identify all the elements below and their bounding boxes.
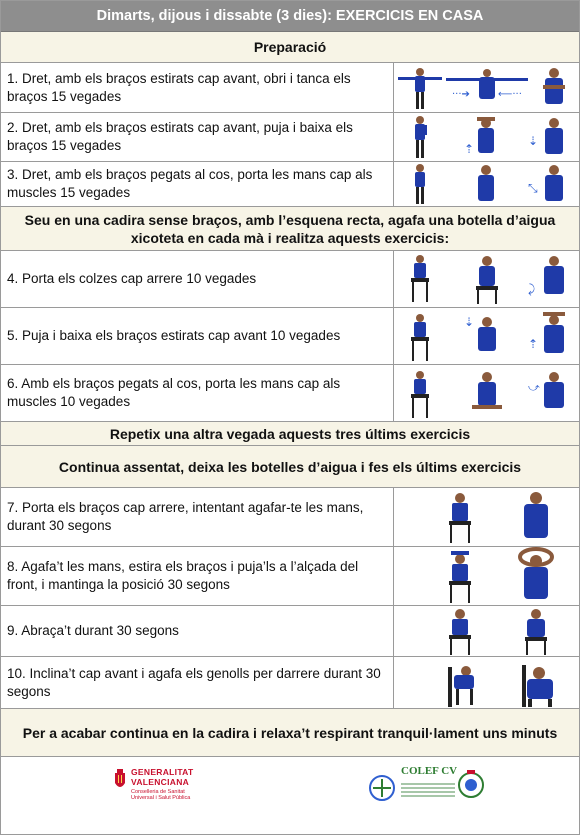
exercise-illustration-10: [394, 657, 579, 708]
svg-text:···➔: ···➔: [452, 89, 470, 100]
exercise-row-1: [1, 63, 579, 113]
person-icon: [394, 657, 579, 708]
person-icon: [394, 63, 579, 112]
exercise-row-2: [1, 113, 579, 162]
exercise-text-8: 8. Agafa’t les mans, estira els braços i puja’ls a l’alçada del front, i mantinga la posició 30 segons: [1, 547, 394, 605]
gv-name-line1: GENERALITAT: [131, 767, 194, 777]
gv-dept-line1: Conselleria de Sanitat: [131, 789, 185, 795]
exercise-text-2: 2. Dret, amb els braços estirats cap avant, puja i baixa els braços 15 vegades: [1, 113, 394, 161]
page-title: Dimarts, dijous i dissabte (3 dies): EXERCICIS EN CASA: [1, 1, 579, 32]
person-icon: [394, 113, 579, 161]
section-seated: Seu en una cadira sense braços, amb l’esquena recta, agafa una botella d’aigua xicoteta en cada mà i realitza aquests exercicis:: [1, 207, 579, 251]
svg-text:⇡: ⇡: [528, 337, 539, 351]
person-icon: [394, 308, 579, 364]
exercise-row-3: [1, 162, 579, 207]
svg-text:⇡: ⇡: [464, 142, 475, 156]
exercise-text-3: 3. Dret, amb els braços pegats al cos, porta les mans cap als muscles 15 vegades: [1, 162, 394, 206]
exercise-row-9: [1, 606, 579, 657]
person-icon: [394, 365, 579, 421]
section-end: Per a acabar continua en la cadira i relaxa’t respirant tranquil·lament uns minuts: [1, 709, 579, 757]
exercise-text-7: 7. Porta els braços cap arrere, intentant agafar-te les mans, durant 30 segons: [1, 488, 394, 546]
exercise-text-9: 9. Abraça’t durant 30 segons: [1, 606, 394, 656]
exercise-row-7: [1, 488, 579, 547]
exercise-text-10: 10. Inclina’t cap avant i agafa els genolls per darrere durant 30 segons: [1, 657, 394, 708]
exercise-illustration-3: [394, 162, 579, 206]
person-icon: [394, 488, 579, 546]
person-icon: [394, 162, 579, 206]
svg-text:⤸: ⤸: [528, 282, 536, 296]
exercise-row-5: [1, 308, 579, 365]
svg-text:⇣: ⇣: [464, 315, 475, 329]
svg-text:⤡: ⤡: [528, 181, 538, 195]
exercise-illustration-6: [394, 365, 579, 421]
svg-text:⟵···: ⟵···: [498, 89, 522, 100]
svg-text:⤻: ⤻: [528, 381, 540, 394]
colef-logo: [367, 763, 487, 809]
gv-name-line2: VALENCIANA: [131, 777, 190, 787]
exercise-text-1: 1. Dret, amb els braços estirats cap avant, obri i tanca els braços 15 vegades: [1, 63, 394, 112]
gv-dept-line2: Universal i Salut Pública: [131, 795, 191, 801]
person-icon: [394, 606, 579, 656]
exercise-illustration-8: [394, 547, 579, 605]
section-repeat: Repetix una altra vegada aquests tres últims exercicis: [1, 422, 579, 446]
shield-icon: [457, 769, 485, 803]
colef-emblem-icon: [367, 773, 397, 803]
coat-of-arms-icon: [113, 769, 127, 791]
exercise-illustration-9: [394, 606, 579, 656]
exercise-text-6: 6. Amb els braços pegats al cos, porta les mans cap als muscles 10 vegades: [1, 365, 394, 421]
generalitat-logo: [113, 767, 203, 807]
exercise-illustration-1: [394, 63, 579, 112]
footer-logos: [1, 757, 579, 815]
exercise-illustration-2: [394, 113, 579, 161]
svg-text:⇣: ⇣: [528, 134, 539, 148]
section-continue: Continua assentat, deixa les botelles d’aigua i fes els últims exercicis: [1, 446, 579, 488]
exercise-row-4: [1, 251, 579, 308]
colef-name: COLEF CV: [401, 765, 458, 777]
section-preparation: Preparació: [1, 32, 579, 63]
exercise-illustration-7: [394, 488, 579, 546]
exercise-text-4: 4. Porta els colzes cap arrere 10 vegades: [1, 251, 394, 307]
person-icon: [394, 251, 579, 307]
exercise-text-5: 5. Puja i baixa els braços estirats cap avant 10 vegades: [1, 308, 394, 364]
exercise-row-6: [1, 365, 579, 422]
exercise-row-10: [1, 657, 579, 709]
person-icon: [394, 547, 579, 605]
exercise-illustration-5: [394, 308, 579, 364]
exercise-illustration-4: [394, 251, 579, 307]
exercise-row-8: [1, 547, 579, 606]
colef-fine-print: [401, 781, 455, 801]
